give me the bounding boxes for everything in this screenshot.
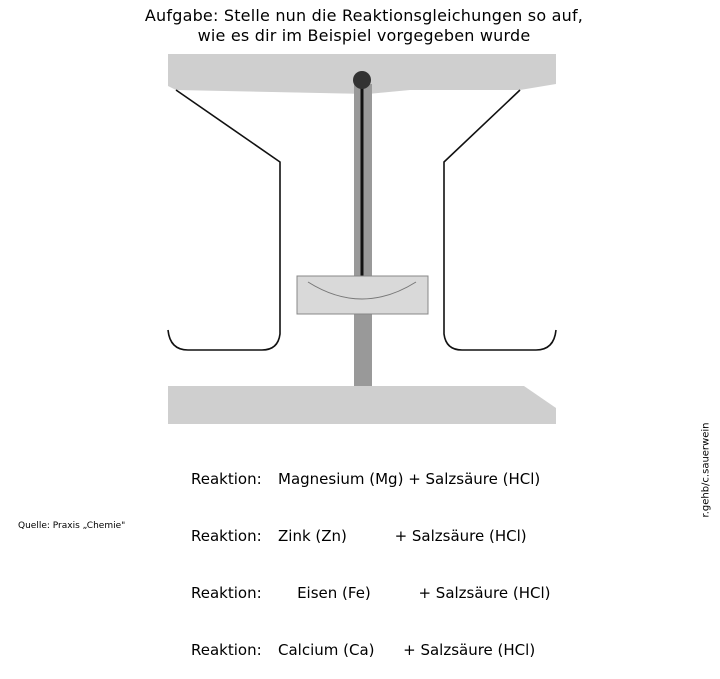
- author-credit: r.gehb/c.sauerwein: [700, 422, 712, 518]
- reaction-equation-2: Zink (Zn) + Salzsäure (HCl): [278, 527, 527, 545]
- scale-box: [297, 276, 428, 314]
- reaction-equation-3: Eisen (Fe) + Salzsäure (HCl): [278, 584, 551, 602]
- reaction-label-3: Reaktion:: [191, 584, 262, 602]
- task-title-line-2: wie es dir im Beispiel vorgegeben wurde: [197, 26, 531, 45]
- reaction-equation-4: Calcium (Ca) + Salzsäure (HCl): [278, 641, 536, 659]
- reaction-labels: [191, 432, 262, 679]
- task-title-line-1: Aufgabe: Stelle nun die Reaktionsgleichungen so auf,: [144, 6, 584, 25]
- source-note: Quelle: Praxis „Chemie": [18, 521, 126, 531]
- right-frame: [444, 90, 556, 350]
- reaction-label-4: Reaktion:: [191, 641, 262, 659]
- reaction-label-1: Reaktion:: [191, 470, 262, 488]
- pivot: [353, 71, 371, 89]
- bottom-base: [168, 386, 556, 424]
- reaction-equations: [278, 432, 551, 679]
- reaction-equation-1: Magnesium (Mg) + Salzsäure (HCl): [278, 470, 541, 488]
- left-frame: [168, 90, 280, 350]
- reaction-label-2: Reaktion:: [191, 527, 262, 545]
